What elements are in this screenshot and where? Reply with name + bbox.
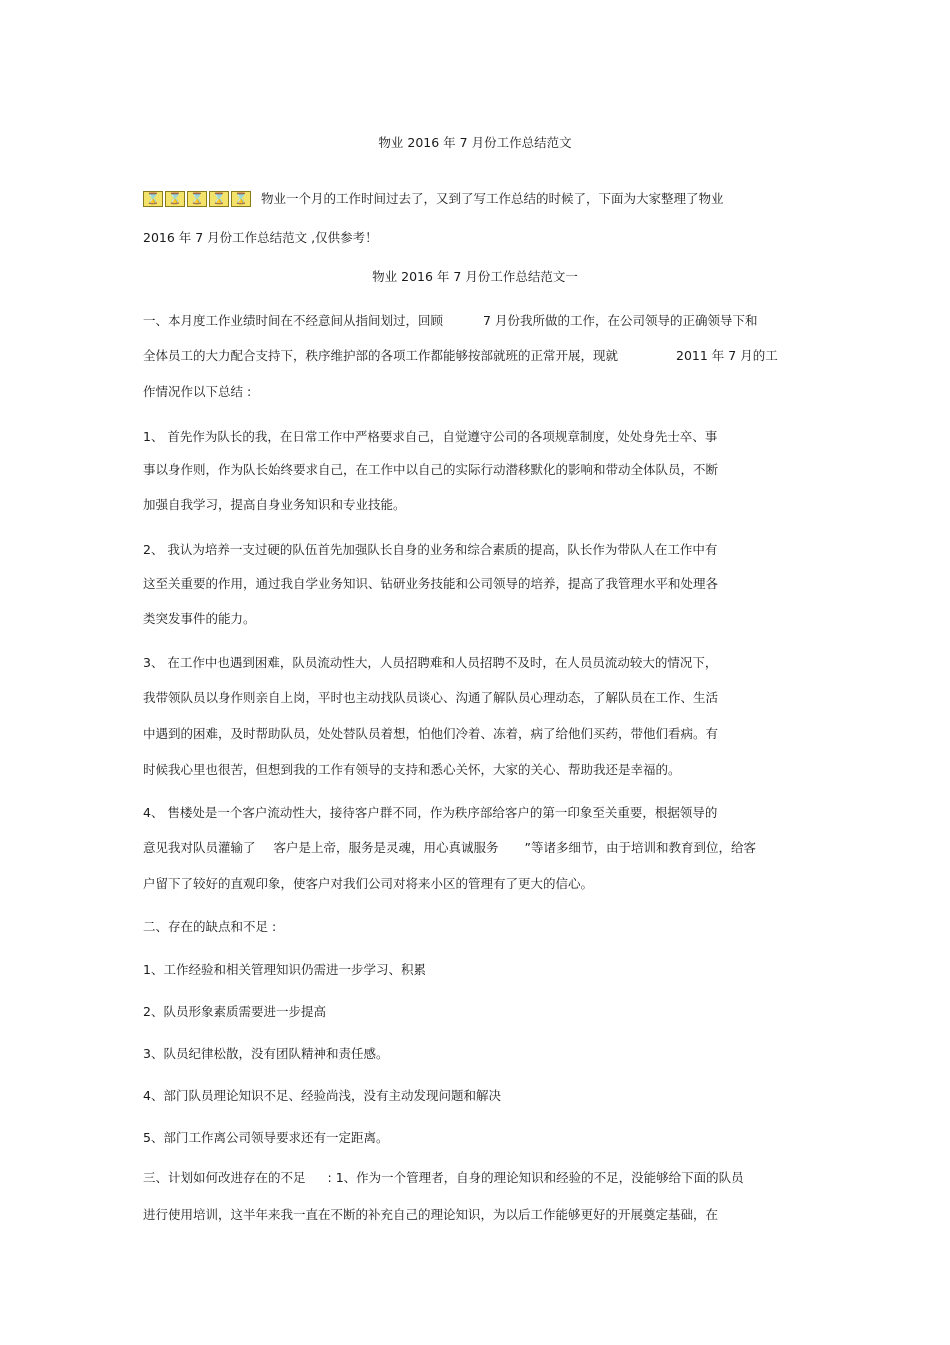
section1-text: 7 月份我所做的工作，在公司领导的正确领导下和: [483, 313, 758, 328]
intro-line-2: 2016 年 7 月份工作总结范文 ,仅供参考！: [143, 230, 378, 245]
item4-line-3: 户留下了较好的直观印象，使客户对我们公司对将来小区的管理有了更大的信心。: [143, 876, 594, 891]
item4-line-2: [143, 840, 756, 856]
item3-line-2: 我带领队员以身作则亲自上岗，平时也主动找队员谈心、沟通了解队员心理动态，了解队员在工作、生活: [143, 690, 719, 705]
item1-line-1: 1、 首先作为队长的我，在日常工作中严格要求自己，自觉遵守公司的各项规章制度，处处身先士卒、事: [143, 429, 718, 444]
hourglass-icon: ⌛: [165, 191, 185, 207]
item2-line-1: 2、 我认为培养一支过硬的队伍首先加强队长自身的业务和综合素质的提高，队长作为带队人在工作中有: [143, 542, 718, 557]
section2-heading: 二、存在的缺点和不足 :: [143, 919, 277, 934]
section1-line-3: 作情况作以下总结 :: [143, 384, 252, 399]
item4-text: 意见我对队员灌输了: [143, 840, 256, 855]
section2-point: 1、工作经验和相关管理知识仍需进一步学习、积累: [143, 962, 426, 977]
item2-line-3: 类突发事件的能力。: [143, 611, 256, 626]
section1-line-1: [143, 313, 757, 329]
item4-text: 客户是上帝，服务是灵魂，用心真诚服务: [273, 840, 499, 855]
hourglass-icon: ⌛: [143, 191, 163, 207]
section1-text: 一、本月度工作业绩时间在不经意间从指间划过，回顾: [143, 313, 444, 328]
item4-text: ”等诸多细节，由于培训和教育到位，给客: [524, 840, 757, 855]
item3-line-3: 中遇到的困难，及时帮助队员，处处替队员着想，怕他们冷着、冻着，病了给他们买药，带他们看病。有: [143, 726, 719, 741]
item3-line-1: 3、 在工作中也遇到困难，队员流动性大，人员招聘难和人员招聘不及时，在人员员流动较大的情况下，: [143, 655, 718, 670]
item4-line-1: 4、 售楼处是一个客户流动性大，接待客户群不同，作为秩序部给客户的第一印象至关重要，根据领导的: [143, 805, 718, 820]
section2-point: 5、部门工作离公司领导要求还有一定距离。: [143, 1130, 389, 1145]
section2-point: 4、部门队员理论知识不足、经验尚浅，没有主动发现问题和解决: [143, 1088, 501, 1103]
hourglass-icon: ⌛: [209, 191, 229, 207]
article-subtitle: 物业 2016 年 7 月份工作总结范文一: [372, 269, 578, 284]
item1-line-2: 事以身作则，作为队长始终要求自己，在工作中以自己的实际行动潜移默化的影响和带动全体队员，不断: [143, 462, 719, 477]
hourglass-icon: ⌛: [187, 191, 207, 207]
section1-line-2: [143, 348, 778, 364]
hourglass-icon: ⌛: [231, 191, 251, 207]
section1-text: 全体员工的大力配合支持下，秩序维护部的各项工作都能够按部就班的正常开展，现就: [143, 348, 619, 363]
decorative-icon-row: [143, 191, 251, 207]
section3-line-2: 进行使用培训，这半年来我一直在不断的补充自己的理论知识，为以后工作能够更好的开展奠定基础，在: [143, 1207, 719, 1222]
item3-line-4: 时候我心里也很苦，但想到我的工作有领导的支持和悉心关怀，大家的关心、帮助我还是幸福的。: [143, 762, 681, 777]
document-title: 物业 2016 年 7 月份工作总结范文: [378, 135, 572, 150]
item2-line-2: 这至关重要的作用，通过我自学业务知识、钻研业务技能和公司领导的培养，提高了我管理水平和处理各: [143, 576, 719, 591]
section3-text: : 1、作为一个管理者，自身的理论知识和经验的不足，没能够给下面的队员: [327, 1170, 744, 1185]
section3-line-1: [143, 1170, 744, 1186]
section2-point: 2、队员形象素质需要进一步提高: [143, 1004, 326, 1019]
intro-line-1: 物业一个月的工作时间过去了，又到了写工作总结的时候了，下面为大家整理了物业: [261, 191, 724, 206]
section3-text: 三、计划如何改进存在的不足: [143, 1170, 306, 1185]
section1-text: 2011 年 7 月的工: [676, 348, 778, 363]
section2-point: 3、队员纪律松散，没有团队精神和责任感。: [143, 1046, 389, 1061]
item1-line-3: 加强自我学习，提高自身业务知识和专业技能。: [143, 497, 406, 512]
